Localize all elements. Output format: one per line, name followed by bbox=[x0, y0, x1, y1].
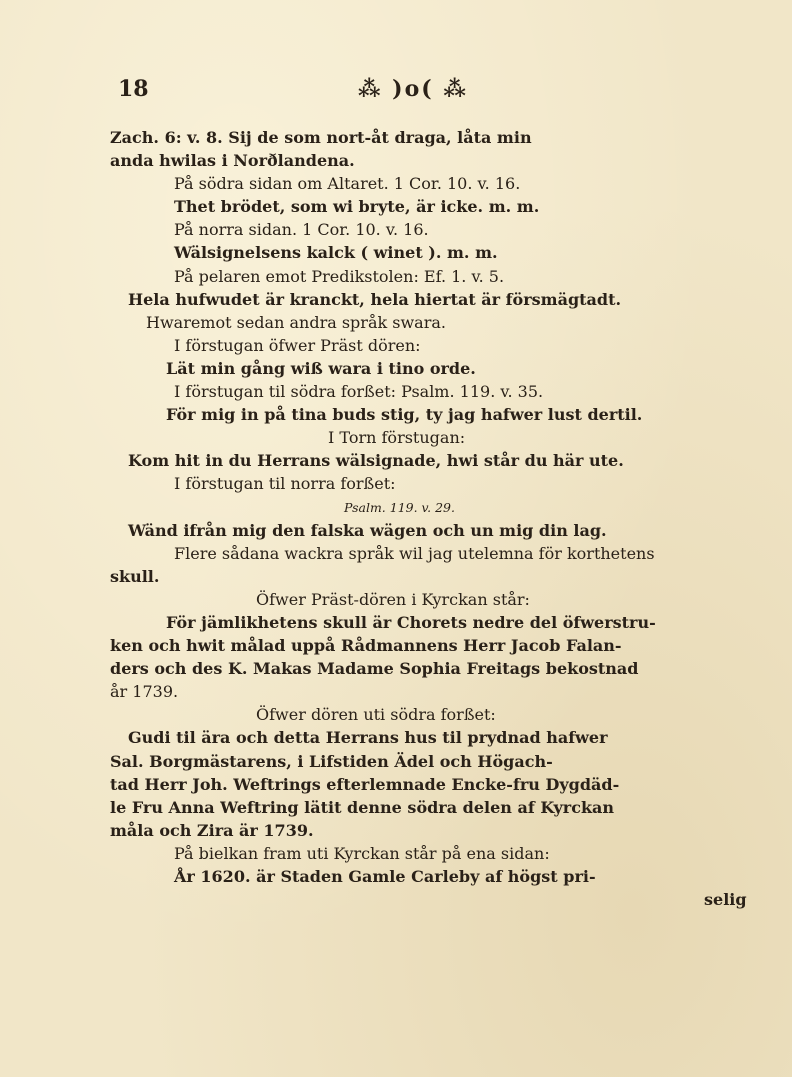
text-line: Thet brödet, som wi bryte, är icke. m. m. bbox=[174, 197, 540, 217]
text-line: Öfwer dören uti södra forßet: bbox=[256, 705, 496, 725]
text-line: För jämlikhetens skull är Chorets nedre del öfwerstru- bbox=[166, 612, 656, 632]
page-number: 18 bbox=[118, 76, 149, 102]
text-line: För mig in på tina buds stig, ty jag hafwer lust dertil. bbox=[166, 405, 643, 425]
text-line: Wälsignelsens kalck ( winet ). m. m. bbox=[174, 243, 498, 263]
header-ornament: ⁂ )o( ⁂ bbox=[358, 76, 468, 102]
text-line: Hwaremot sedan andra språk swara. bbox=[146, 312, 446, 332]
text-line: ken och hwit målad uppå Rådmannens Herr Jacob Falan- bbox=[110, 636, 622, 656]
text-line: Flere sådana wackra språk wil jag utelemna för korthetens bbox=[174, 543, 655, 563]
text-line: år 1739. bbox=[110, 682, 179, 702]
body-text bbox=[110, 126, 750, 911]
text-line: le Fru Anna Weftring lätit denne södra delen af Kyrckan bbox=[110, 797, 615, 817]
text-line: måla och Zira är 1739. bbox=[110, 820, 314, 840]
text-line: Öfwer Präst-dören i Kyrckan står: bbox=[256, 589, 530, 609]
text-line: I förstugan öfwer Präst dören: bbox=[174, 335, 421, 355]
text-line: Kom hit in du Herrans wälsignade, hwi står du här ute. bbox=[128, 451, 624, 471]
text-line: Zach. 6: v. 8. Sij de som nort-åt draga, låta min bbox=[110, 128, 532, 147]
text-line: Gudi til ära och detta Herrans hus til prydnad hafwer bbox=[128, 728, 608, 748]
catchword: selig bbox=[704, 890, 747, 910]
text-line: På bielkan fram uti Kyrckan står på ena sidan: bbox=[174, 843, 550, 863]
text-line: År 1620. är Staden Gamle Carleby af högst pri- bbox=[174, 867, 596, 886]
text-line: Sal. Borgmästarens, i Lifstiden Ädel och Högach- bbox=[110, 751, 553, 771]
text-line: Wänd ifrån mig den falska wägen och un mig din lag. bbox=[128, 520, 607, 540]
text-line: På södra sidan om Altaret. 1 Cor. 10. v. 16. bbox=[174, 174, 521, 194]
text-line: Psalm. 119. v. 29. bbox=[344, 499, 455, 515]
text-line: I förstugan til södra forßet: Psalm. 119. v. 35. bbox=[174, 382, 544, 402]
text-line: I förstugan til norra forßet: bbox=[174, 474, 396, 494]
text-line: anda hwilas i Norðlandena. bbox=[110, 151, 355, 171]
text-line: Hela hufwudet är kranckt, hela hiertat är försmägtadt. bbox=[128, 289, 622, 309]
text-line: ders och des K. Makas Madame Sophia Freitags bekostnad bbox=[110, 659, 639, 679]
text-line: tad Herr Joh. Weftrings efterlemnade Encke-fru Dygdäd- bbox=[110, 774, 620, 794]
page-header bbox=[118, 76, 518, 106]
text-line: I Torn förstugan: bbox=[328, 428, 466, 448]
text-line: På pelaren emot Predikstolen: Ef. 1. v. 5. bbox=[174, 266, 505, 286]
text-line: skull. bbox=[110, 566, 160, 586]
text-line: På norra sidan. 1 Cor. 10. v. 16. bbox=[174, 220, 429, 240]
text-line: Lät min gång wiß wara i tino orde. bbox=[166, 358, 476, 378]
